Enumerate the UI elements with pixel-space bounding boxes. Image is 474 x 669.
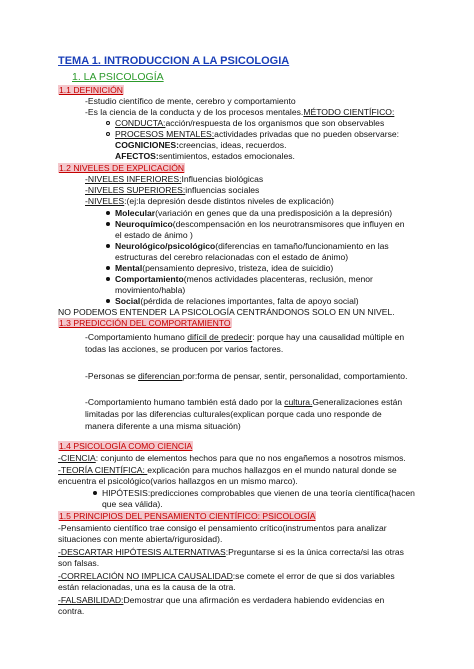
document-title: TEMA 1. INTRODUCCION A LA PSICOLOGIA — [58, 55, 290, 67]
bullet-icon — [93, 491, 97, 495]
pred-line-5: limitadas por las diferencias culturales(explican porque cada uno responde de — [85, 409, 382, 419]
hollow-bullet-icon — [106, 121, 110, 125]
pred-line-2: todas las acciones, se producen por varios factores. — [85, 344, 284, 354]
nivel-neurologico-cont: estructuras del cerebro relacionadas con el estado de ánimo) — [115, 252, 349, 262]
hollow-bullet-icon — [106, 132, 110, 136]
nivel-comportamiento-cont: movimiento/habla) — [115, 285, 186, 295]
bullet-icon — [106, 222, 110, 226]
def-afectos: AFECTOS:sentimientos, estados emocionales. — [115, 151, 295, 161]
correlacion-cont: están relacionadas, una es la causa de la otra. — [58, 582, 236, 592]
heading-1-4: 1.4 PSICOLOGÍA COMO CIENCIA — [59, 441, 193, 451]
pred-line-6: manera diferente a una misma situación) — [85, 421, 241, 431]
section-subtitle: 1. LA PSICOLOGÍA — [72, 71, 164, 83]
teoria-def-cont: encuentra el psicológico(varios hallazgos en un mismo marco). — [58, 476, 298, 486]
hipotesis-def: HIPÓTESIS:predicciones comprobables que vienen de una teoría científica(hacen — [102, 488, 415, 498]
bullet-icon — [106, 277, 110, 281]
niveles-superiores: -NIVELES SUPERIORES:influencias sociales — [85, 185, 260, 195]
hipotesis-def-cont: que sea válida). — [102, 499, 163, 509]
def-line-1: -Estudio científico de mente, cerebro y comportamiento — [85, 96, 296, 106]
nivel-molecular: Molecular(variación en genes que da una predisposición a la depresión) — [115, 208, 393, 218]
def-conducta: CONDUCTA:acción/respuesta de los organismos que son observables — [115, 118, 385, 128]
pred-line-1: -Comportamiento humano difícil de predecir: porque hay una causalidad múltiple en — [85, 332, 405, 342]
bullet-icon — [106, 244, 110, 248]
bullet-icon — [106, 266, 110, 270]
descartar-hipotesis: -DESCARTAR HIPÓTESIS ALTERNATIVAS:Preguntarse si es la única correcta/si las otras — [58, 547, 404, 557]
nivel-comportamiento: Comportamiento(menos actividades placenteras, reclusión, menor — [115, 274, 373, 284]
niveles-inferiores: -NIVELES INFERIORES:Influencias biológicas — [85, 174, 264, 184]
correlacion: -CORRELACIÓN NO IMPLICA CAUSALIDAD:se comete el error de que si dos variables — [58, 571, 395, 581]
nivel-mental: Mental(pensamiento depresivo, tristeza, idea de suicidio) — [115, 263, 334, 273]
teoria-def: -TEORÍA CIENTÍFICA: explicación para muchos hallazgos en el mundo natural donde se — [58, 465, 397, 475]
niveles-note: NO PODEMOS ENTENDER LA PSICOLOGÍA CENTRÁNDONOS SOLO EN UN NIVEL. — [58, 307, 395, 317]
pred-line-3: -Personas se diferencian por:forma de pensar, sentir, personalidad, comportamiento. — [85, 371, 408, 381]
bullet-icon — [106, 299, 110, 303]
falsabilidad-cont: contra. — [58, 606, 85, 616]
nivel-social: Social(pérdida de relaciones importantes, falta de apoyo social) — [115, 296, 359, 306]
heading-1-5: 1.5 PRINCIPIOS DEL PENSAMIENTO CIENTÍFICO: PSICOLOGÍA — [59, 511, 316, 521]
ciencia-def: -CIENCIA: conjunto de elementos hechos para que no nos engañemos a nosotros mismos. — [58, 453, 406, 463]
nivel-neuroquimico: Neuroquímico(descompensación en los neurotransmisores que influyen en — [115, 219, 405, 229]
pensamiento-line-2: situaciones con mente abierta/rigurosidad). — [58, 534, 223, 544]
heading-1-1: 1.1 DEFINICIÓN — [59, 85, 123, 95]
nivel-neuroquimico-cont: el estado de ánimo ) — [115, 230, 193, 240]
descartar-hipotesis-cont: son falsas. — [58, 558, 100, 568]
def-cogniciones: COGNICIONES:creencias, ideas, recuerdos. — [115, 140, 287, 150]
def-line-2: -Es la ciencia de la conducta y de los procesos mentales.MÉTODO CIENTÍFICO: — [85, 107, 395, 117]
pred-line-4: -Comportamiento humano también está dado por la cultura.Generalizaciones están — [85, 397, 403, 407]
niveles-ejemplo: -NIVELES:(ej:la depresión desde distintos niveles de explicación) — [85, 196, 334, 206]
falsabilidad: -FALSABILIDAD:Demostrar que una afirmación es verdadera habiendo evidencias en — [58, 595, 385, 605]
heading-1-3: 1.3 PREDICCIÓN DEL COMPORTAMIENTO — [59, 318, 231, 328]
def-procesos: PROCESOS MENTALES:actividades privadas que no pueden observarse: — [115, 129, 400, 139]
heading-1-2: 1.2 NIVELES DE EXPLICACIÓN — [59, 163, 185, 173]
nivel-neurologico: Neurológico/psicológico(diferencias en tamaño/funcionamiento en las — [115, 241, 389, 251]
bullet-icon — [106, 211, 110, 215]
pensamiento-line-1: -Pensamiento científico trae consigo el pensamiento crítico(instrumentos para analizar — [58, 523, 387, 533]
